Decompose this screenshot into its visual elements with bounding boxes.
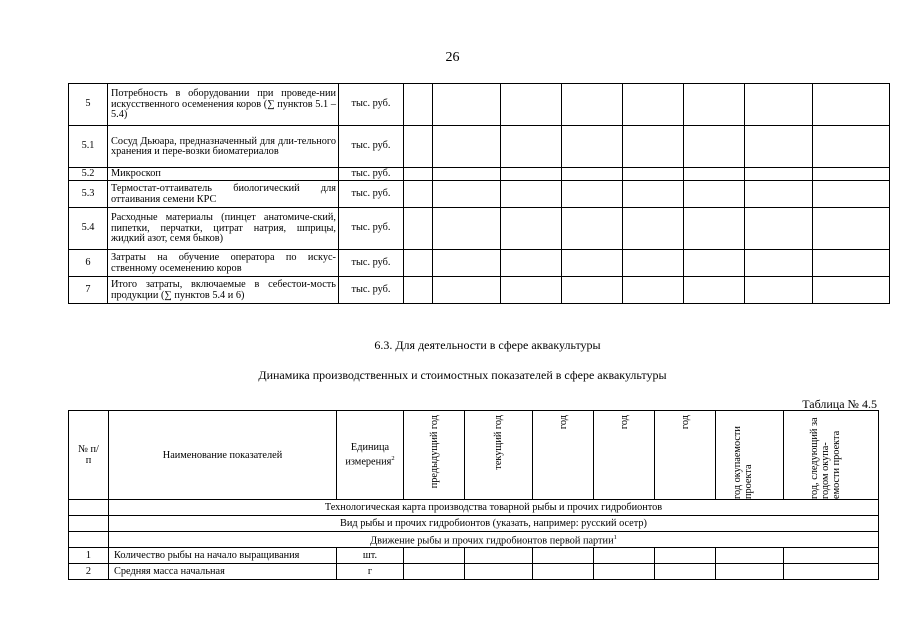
equipment-costs-table [68,83,890,304]
row-number: 5.1 [69,126,108,168]
table-row [69,126,890,168]
table-row [69,250,890,277]
row-number: 2 [69,564,109,580]
section-row-label: Движение рыбы и прочих гидробионтов первой партии [370,535,614,547]
table-row [69,277,890,304]
header-year-label: год [618,415,630,430]
row-number: 5.3 [69,181,108,208]
row-name: Микроскоп [108,168,339,181]
section-row-sup: 1 [613,534,617,542]
header-name: Наименование показателей [109,411,337,500]
row-name: Расходные материалы (пинцет анатомиче-ский, пипетки, перчатки, цитрат натрия, шприцы, жидкий азот, семя быков) [108,208,339,250]
header-year-current [465,411,533,500]
row-unit: тыс. руб. [339,168,404,181]
header-year-label: текущий год [493,415,504,470]
table-row [69,168,890,181]
row-unit: тыс. руб. [339,250,404,277]
header-year-label: год, следующий за годом окупа-емости проекта [809,417,842,499]
section-row [69,532,879,548]
page-number: 26 [445,50,460,65]
row-number: 1 [69,548,109,564]
table-row [69,181,890,208]
row-unit: г [337,564,404,580]
header-year-label: год [679,415,691,430]
section-row [69,516,879,532]
section-row [69,500,879,516]
header-num: № п/п [69,411,109,500]
header-year-after-payback [784,411,879,500]
row-number: 7 [69,277,108,304]
table-row [69,548,879,564]
row-number: 5 [69,84,108,126]
row-name: Количество рыбы на начало выращивания [109,548,337,564]
row-unit: тыс. руб. [339,208,404,250]
row-name: Потребность в оборудовании при проведе-нии искусственного осеменения коров (∑ пунктов 5.1 –5.4) [108,84,339,126]
header-year-label: предыдущий год [428,415,440,489]
section-row-label: Технологическая карта производства товарной рыбы и прочих гидробионтов [109,500,879,516]
header-year-label: год [557,415,569,430]
table-label: Таблица № 4.5 [802,397,877,411]
table-header-row [69,411,879,500]
row-name: Итого затраты, включаемые в себестои-мость продукции (∑ пунктов 5.4 и 6) [108,277,339,304]
row-name: Средняя масса начальная [109,564,337,580]
table-row [69,208,890,250]
row-name: Сосуд Дьюара, предназначенный для дли-тельного хранения и пере-возки биоматериалов [108,126,339,168]
table-row [69,84,890,126]
header-year-5 [655,411,716,500]
header-unit-sup: 2 [391,455,395,463]
header-year-4 [594,411,655,500]
row-unit: тыс. руб. [339,84,404,126]
row-unit: тыс. руб. [339,126,404,168]
row-number: 5.4 [69,208,108,250]
aquaculture-indicators-table [68,410,879,580]
row-number: 5.2 [69,168,108,181]
section-row-cell [109,532,879,548]
header-unit [337,411,404,500]
section-row-label: Вид рыбы и прочих гидробионтов (указать, например: русский осетр) [109,516,879,532]
header-year-label: год окупаемости проекта [731,426,754,499]
row-name: Затраты на обучение оператора по искус-ственному осеменению коров [108,250,339,277]
header-year-payback [716,411,784,500]
row-number: 6 [69,250,108,277]
row-name: Термостат-оттаиватель биологический для оттаивания семени КРС [108,181,339,208]
table-title: Динамика производственных и стоимостных показателей в сфере аквакультуры [258,368,667,382]
header-unit-text: Единица измерения [345,442,392,468]
row-unit: тыс. руб. [339,277,404,304]
row-unit: тыс. руб. [339,181,404,208]
header-year-previous [404,411,465,500]
header-year-3 [533,411,594,500]
table-row [69,564,879,580]
section-heading: 6.3. Для деятельности в сфере аквакультуры [374,338,601,352]
row-unit: шт. [337,548,404,564]
